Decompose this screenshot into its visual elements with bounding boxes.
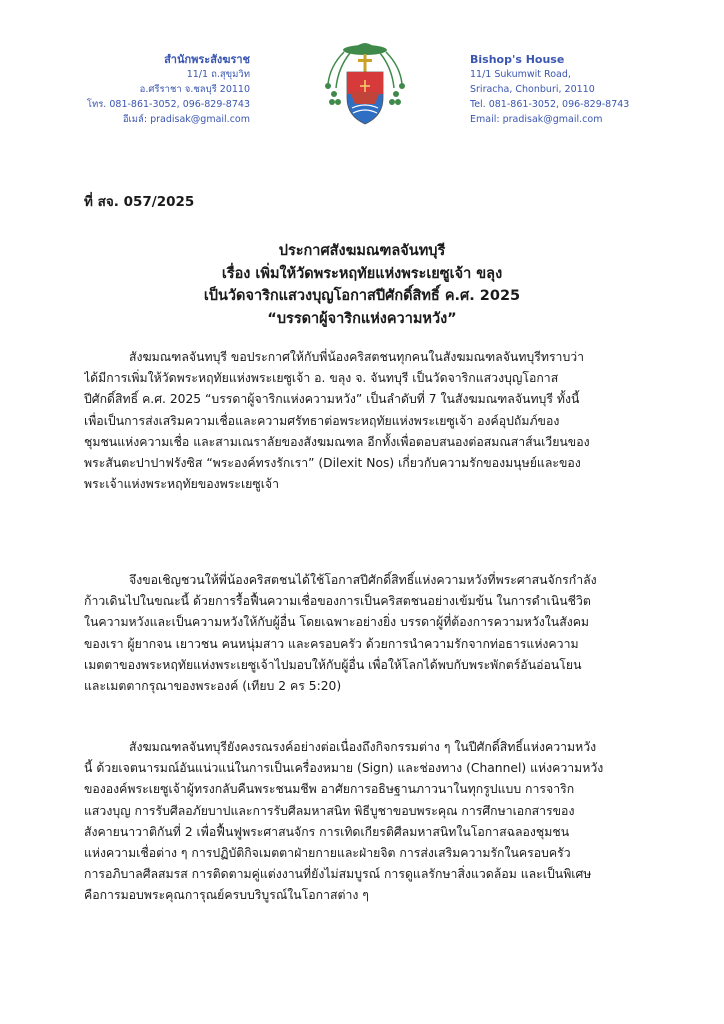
paragraph-line: เพื่อเป็นการส่งเสริมความเชื่อและความศรัทธาต่อพระหฤทัยแห่งพระเยซูเจ้า องค์อุปถัมภ์ของ — [84, 413, 560, 428]
header-email-english: Email: pradisak@gmail.com — [470, 114, 603, 125]
paragraph-line: สังฆมณฑลจันทบุรี ขอประกาศให้กับพี่น้องคริสตชนทุกคนในสังฆมณฑลจันทบุรีทราบว่า — [129, 350, 585, 364]
paragraph-line: แสวงบุญ การรับศีลอภัยบาปและการรับศีลมหาสนิท พิธีบูชาขอบพระคุณ การศึกษาเอกสารของ — [84, 803, 575, 818]
paragraph-line: นี้ ด้วยเจตนารมณ์อันแน่วแน่ในการเป็นเครื่องหมาย (Sign) และช่องทาง (Channel) แห่งความหวัง — [84, 761, 604, 776]
header-address-line1-english: 11/1 Sukumwit Road, — [470, 69, 571, 80]
title-line: ประกาศสังฆมณฑลจันทบุรี — [278, 243, 446, 259]
announcement-title — [0, 240, 724, 330]
paragraph-line: การอภิบาลศีลสมรส การติดตามคู่แต่งงานที่ยังไม่สมบูรณ์ การดูแลรักษาสิ่งแวดล้อม และเป็นพิเศษ — [84, 867, 592, 882]
title-line: “บรรดาผู้จาริกแห่งความหวัง” — [267, 310, 457, 327]
paragraph-line: ชุมชนแห่งความเชื่อ และสามเณราลัยของสังฆมณฑล อีกทั้งเพื่อตอบสนองต่อสมณสาส์นเวียนของ — [84, 434, 590, 449]
header-address-line1-thai: 11/1 ถ.สุขุมวิท — [186, 69, 250, 80]
paragraph-line: สังฆมณฑลจันทบุรียังคงรณรงค์อย่างต่อเนื่องถึงกิจกรรมต่าง ๆ ในปีศักดิ์สิทธิ์แห่งความหวัง — [129, 740, 597, 754]
paragraph-line: สังคายนาวาติกันที่ 2 เพื่อฟื้นฟูพระศาสนจักร การเทิดเกียรติศีลมหาสนิทในโอกาสฉลองชุมชน — [84, 824, 570, 839]
paragraph-line: แห่งความเชื่อต่าง ๆ การปฏิบัติกิจเมตตาฝ่ายกายและฝ่ายจิต การส่งเสริมความรักในครอบครัว — [84, 846, 571, 861]
paragraph-line: พระสันตะปาปาฟรังซิส “พระองค์ทรงรักเรา” (Dilexit Nos) เกี่ยวกับความรักของมนุษย์และของ — [84, 456, 581, 471]
title-line: เป็นวัดจาริกแสวงบุญโอกาสปีศักดิ์สิทธิ์ ค.ศ. 2025 — [203, 288, 521, 304]
header-org-thai: สำนักพระสังฆราช — [164, 53, 250, 66]
paragraph-2 — [84, 570, 664, 697]
header-left-block — [87, 52, 250, 127]
bishop-coat-of-arms-icon — [320, 36, 410, 136]
header-org-english: Bishop's House — [470, 53, 565, 66]
paragraph-line: คือการมอบพระคุณการุณย์ครบบริบูรณ์ในโอกาสต่าง ๆ — [84, 888, 369, 903]
paragraph-line: จึงขอเชิญชวนให้พี่น้องคริสตชนได้ใช้โอกาสปีศักดิ์สิทธิ์แห่งความหวังที่พระศาสนจักรกำลัง — [129, 573, 597, 587]
paragraph-1 — [84, 347, 664, 495]
header-phone-english: Tel. 081-861-3052, 096-829-8743 — [470, 99, 630, 110]
paragraph-line: ขององค์พระเยซูเจ้าผู้ทรงกลับคืนพระชนมชีพ อาศัยการอธิษฐานภาวนาในทุกรูปแบบ การจาริก — [84, 782, 575, 797]
paragraph-line: เมตตาของพระหฤทัยแห่งพระเยซูเจ้าไปมอบให้กับผู้อื่น เพื่อให้โลกได้พบกับพระพักตร์อันอ่อนโยน — [84, 657, 582, 672]
document-number: ที่ สจ. 057/2025 — [84, 194, 195, 210]
paragraph-line: ปีศักดิ์สิทธิ์ ค.ศ. 2025 “บรรดาผู้จาริกแห่งความหวัง” เป็นลำดับที่ 7 ในสังฆมณฑลจันทบุรี ทั้งนี้ — [84, 392, 580, 407]
header-right-block — [470, 52, 629, 127]
paragraph-line: ของเรา ผู้ยากจน เยาวชน คนหนุ่มสาว และครอบครัว ด้วยการนำความรักจากท่อธารแห่งความ — [84, 636, 579, 651]
paragraph-3 — [84, 737, 664, 907]
paragraph-line: พระเจ้าแห่งพระหฤทัยของพระเยซูเจ้า — [84, 477, 280, 492]
header-address-line2-thai: อ.ศรีราชา จ.ชลบุรี 20110 — [139, 84, 250, 95]
header-phone-thai: โทร. 081-861-3052, 096-829-8743 — [86, 99, 250, 110]
paragraph-line: และเมตตากรุณาของพระองค์ (เทียบ 2 คร 5:20) — [84, 679, 342, 694]
paragraph-line: ก้าวเดินไปในขณะนี้ ด้วยการรื้อฟื้นความเชื่อของการเป็นคริสตชนอย่างเข้มข้น ในการดำเนินชีวิต — [84, 594, 591, 609]
title-line: เรื่อง เพิ่มให้วัดพระหฤทัยแห่งพระเยซูเจ้า ขลุง — [221, 265, 503, 282]
paragraph-line: ได้มีการเพิ่มให้วัดพระหฤทัยแห่งพระเยซูเจ้า อ. ขลุง จ. จันทบุรี เป็นวัดจาริกแสวงบุญโอกาส — [84, 371, 559, 386]
header-email-thai: อีเมล์: pradisak@gmail.com — [122, 114, 250, 125]
paragraph-line: ในความหวังและเป็นความหวังให้กับผู้อื่น โดยเฉพาะอย่างยิ่ง บรรดาผู้ที่ต้องการความหวังในสังคม — [84, 615, 590, 630]
header-address-line2-english: Sriracha, Chonburi, 20110 — [470, 84, 595, 95]
